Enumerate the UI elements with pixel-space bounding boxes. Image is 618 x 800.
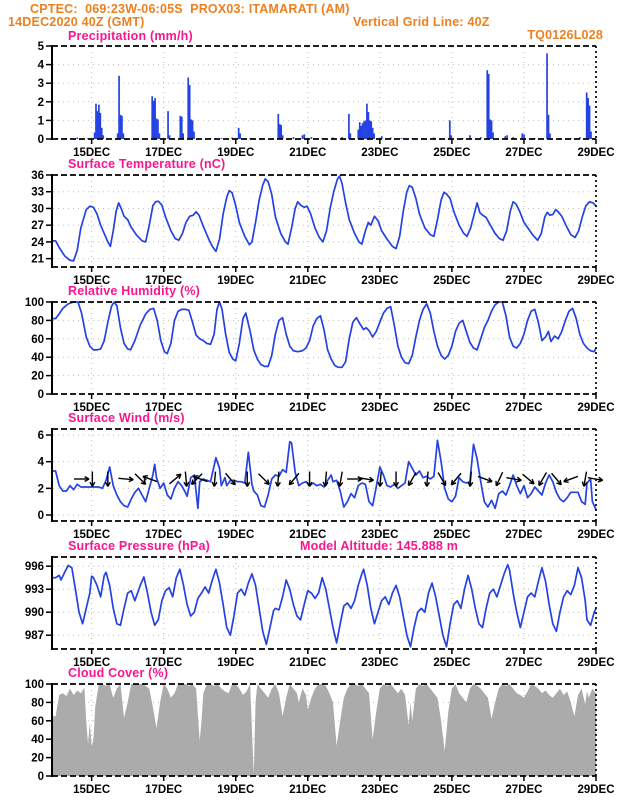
x-tick-label: 27DEC bbox=[505, 657, 543, 669]
y-tick-label: 20 bbox=[31, 752, 44, 765]
y-tick-label: 60 bbox=[31, 715, 44, 728]
precip-bar bbox=[123, 133, 125, 139]
x-tick-label: 19DEC bbox=[217, 402, 255, 414]
series-line bbox=[52, 565, 596, 647]
y-tick-label: 36 bbox=[31, 170, 44, 182]
wind-arrow bbox=[582, 472, 587, 487]
precip-bar bbox=[373, 133, 375, 139]
x-tick-label: 21DEC bbox=[289, 275, 327, 287]
x-tick-label: 29DEC bbox=[577, 402, 615, 414]
x-tick-label: 15DEC bbox=[73, 402, 111, 414]
pressure-chart bbox=[0, 556, 618, 672]
x-tick-label: 19DEC bbox=[217, 784, 255, 796]
y-tick-label: 0 bbox=[37, 771, 44, 783]
x-tick-label: 19DEC bbox=[217, 147, 255, 159]
x-tick-label: 17DEC bbox=[145, 275, 183, 287]
wind-arrow bbox=[409, 473, 417, 486]
cloud-cover-title: Cloud Cover (%) bbox=[68, 666, 169, 680]
x-tick-label: 15DEC bbox=[73, 147, 111, 159]
wind-arrow bbox=[184, 472, 189, 487]
precip-bar bbox=[221, 138, 223, 139]
wind-arrow bbox=[523, 474, 534, 484]
cloud-cover-chart bbox=[0, 679, 618, 799]
wind-arrow bbox=[90, 472, 95, 487]
x-tick-label: 21DEC bbox=[289, 529, 327, 541]
y-tick-label: 0 bbox=[37, 134, 44, 146]
wind-arrow bbox=[307, 472, 312, 487]
wind-arrow bbox=[338, 472, 343, 487]
wind-arrow-head bbox=[176, 474, 181, 475]
y-tick-label: 20 bbox=[31, 370, 44, 383]
x-tick-label: 15DEC bbox=[73, 784, 111, 796]
y-tick-label: 1 bbox=[37, 115, 44, 128]
temperature-title: Surface Temperature (nC) bbox=[68, 157, 226, 171]
y-tick-label: 2 bbox=[37, 483, 44, 496]
x-tick-label: 29DEC bbox=[577, 784, 615, 796]
y-tick-label: 40 bbox=[31, 352, 44, 365]
x-tick-label: 17DEC bbox=[145, 529, 183, 541]
y-tick-label: 100 bbox=[24, 679, 44, 691]
y-tick-label: 996 bbox=[24, 561, 44, 574]
wind-arrow-shaft bbox=[523, 474, 534, 484]
y-tick-label: 80 bbox=[31, 697, 44, 710]
x-tick-label: 19DEC bbox=[217, 529, 255, 541]
x-tick-label: 19DEC bbox=[217, 275, 255, 287]
y-tick-label: 0 bbox=[37, 389, 44, 401]
wind-arrow bbox=[323, 472, 328, 487]
y-tick-label: 990 bbox=[24, 607, 44, 620]
header-station-line: CPTEC: 069:23W-06:05S PROX03: ITAMARATI (AM) bbox=[30, 2, 350, 16]
y-tick-label: 5 bbox=[37, 41, 44, 53]
temperature-chart bbox=[0, 170, 618, 290]
x-tick-label: 29DEC bbox=[577, 147, 615, 159]
x-tick-label: 29DEC bbox=[577, 275, 615, 287]
y-tick-label: 80 bbox=[31, 315, 44, 328]
y-tick-label: 27 bbox=[31, 220, 44, 233]
wind-arrow bbox=[564, 476, 578, 482]
pressure-title: Surface Pressure (hPa) bbox=[68, 539, 210, 553]
x-tick-label: 23DEC bbox=[361, 657, 399, 669]
x-tick-label: 21DEC bbox=[289, 402, 327, 414]
y-tick-label: 40 bbox=[31, 734, 44, 747]
x-tick-label: 25DEC bbox=[433, 657, 471, 669]
y-tick-label: 24 bbox=[31, 236, 44, 249]
precip-bar bbox=[193, 132, 195, 139]
precip-bar bbox=[590, 132, 592, 139]
humidity-title: Relative Humidity (%) bbox=[68, 284, 201, 298]
x-tick-label: 29DEC bbox=[577, 529, 615, 541]
y-tick-label: 987 bbox=[24, 630, 44, 643]
wind-arrow bbox=[438, 473, 446, 486]
wind-title: Surface Wind (m/s) bbox=[68, 411, 185, 425]
wind-arrow-shaft bbox=[135, 474, 146, 485]
precip-bar bbox=[239, 133, 241, 139]
wind-arrow bbox=[394, 472, 399, 487]
x-tick-label: 21DEC bbox=[289, 784, 327, 796]
y-tick-label: 4 bbox=[37, 456, 44, 469]
x-tick-label: 27DEC bbox=[505, 529, 543, 541]
x-tick-label: 15DEC bbox=[73, 529, 111, 541]
precip-bar bbox=[311, 137, 313, 139]
wind-arrow bbox=[259, 474, 270, 485]
precipitation-title: Precipitation (mm/h) bbox=[68, 29, 193, 43]
wind-arrow bbox=[425, 472, 430, 487]
cloud-area bbox=[52, 684, 596, 776]
x-tick-label: 23DEC bbox=[361, 275, 399, 287]
precipitation-chart bbox=[0, 41, 618, 162]
x-tick-label: 25DEC bbox=[433, 402, 471, 414]
x-tick-label: 27DEC bbox=[505, 147, 543, 159]
y-tick-label: 4 bbox=[37, 59, 44, 72]
x-tick-label: 27DEC bbox=[505, 275, 543, 287]
x-tick-label: 19DEC bbox=[217, 657, 255, 669]
wind-chart bbox=[0, 428, 618, 544]
wind-arrow bbox=[496, 472, 503, 486]
header-grid-line: Vertical Grid Line: 40Z bbox=[353, 15, 490, 29]
x-tick-label: 23DEC bbox=[361, 147, 399, 159]
x-tick-label: 27DEC bbox=[505, 784, 543, 796]
precip-bar bbox=[167, 111, 169, 139]
header-run-date: 14DEC2020 40Z (GMT) bbox=[8, 15, 145, 29]
x-tick-label: 23DEC bbox=[361, 784, 399, 796]
x-tick-label: 25DEC bbox=[433, 275, 471, 287]
x-tick-label: 29DEC bbox=[577, 657, 615, 669]
header-model-id: TQ0126L028 bbox=[527, 28, 603, 42]
y-tick-label: 30 bbox=[31, 203, 44, 216]
x-tick-label: 15DEC bbox=[73, 657, 111, 669]
precip-bar bbox=[401, 138, 403, 139]
wind-arrow-head bbox=[560, 480, 561, 485]
precip-bar bbox=[76, 138, 78, 139]
wind-arrow-shaft bbox=[259, 474, 270, 485]
series-line bbox=[52, 176, 596, 261]
model-altitude-label: Model Altitude: 145.888 m bbox=[300, 539, 459, 553]
x-tick-label: 21DEC bbox=[289, 657, 327, 669]
x-tick-label: 17DEC bbox=[145, 657, 183, 669]
y-tick-label: 3 bbox=[37, 78, 44, 91]
x-tick-label: 17DEC bbox=[145, 147, 183, 159]
precip-bar bbox=[492, 132, 494, 139]
y-tick-label: 60 bbox=[31, 333, 44, 346]
x-tick-label: 23DEC bbox=[361, 402, 399, 414]
x-tick-label: 21DEC bbox=[289, 147, 327, 159]
x-tick-label: 25DEC bbox=[433, 529, 471, 541]
x-tick-label: 27DEC bbox=[505, 402, 543, 414]
x-tick-label: 17DEC bbox=[145, 402, 183, 414]
precip-bar bbox=[302, 135, 304, 139]
wind-arrow bbox=[74, 477, 89, 482]
humidity-chart bbox=[0, 297, 618, 417]
wind-arrow-head bbox=[564, 482, 569, 483]
series-line bbox=[52, 440, 596, 509]
y-tick-label: 2 bbox=[37, 96, 44, 109]
x-tick-label: 17DEC bbox=[145, 784, 183, 796]
y-tick-label: 33 bbox=[31, 186, 44, 199]
wind-arrow-head bbox=[234, 480, 235, 485]
y-tick-label: 0 bbox=[37, 510, 44, 522]
x-tick-label: 25DEC bbox=[433, 784, 471, 796]
precip-bar bbox=[293, 137, 295, 139]
x-tick-label: 23DEC bbox=[361, 529, 399, 541]
x-tick-label: 25DEC bbox=[433, 147, 471, 159]
y-tick-label: 6 bbox=[37, 430, 44, 442]
wind-arrow bbox=[135, 474, 146, 485]
y-tick-label: 993 bbox=[24, 584, 44, 597]
y-tick-label: 100 bbox=[24, 297, 44, 309]
wind-arrow bbox=[118, 477, 133, 482]
x-tick-label: 15DEC bbox=[73, 275, 111, 287]
y-tick-label: 21 bbox=[31, 253, 44, 266]
